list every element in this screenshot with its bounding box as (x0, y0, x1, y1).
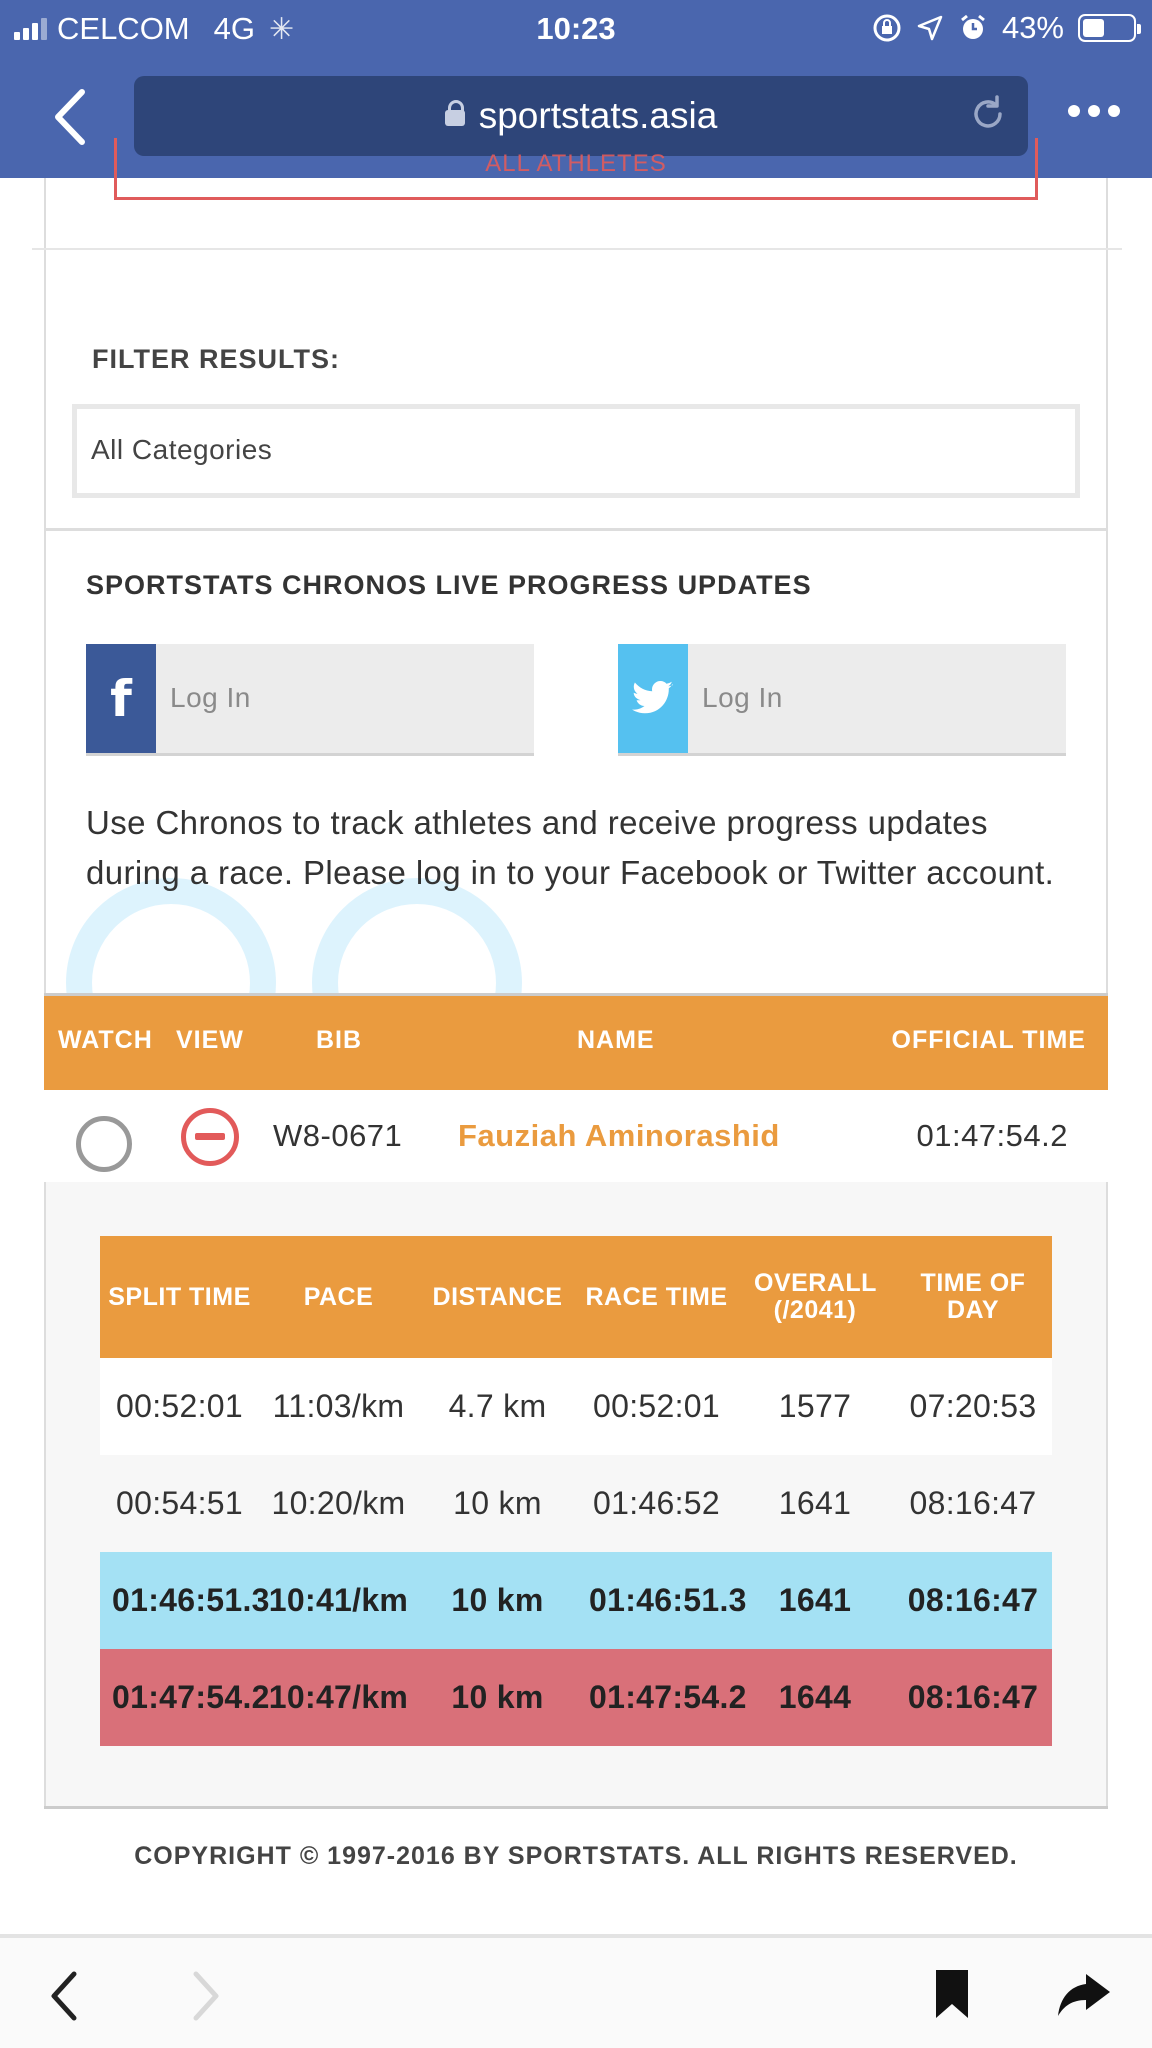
status-right (872, 10, 1136, 46)
divider (32, 248, 1122, 250)
battery-icon (1078, 14, 1136, 42)
split-col-pace: PACE (259, 1236, 418, 1358)
split-cell: 1641 (736, 1455, 894, 1552)
chronos-description: Use Chronos to track athletes and receive progress updates during a race. Please log in to your Facebook or Twitter account. (86, 804, 1055, 891)
split-header-row (100, 1236, 1052, 1358)
category-filter-value: All Categories (91, 434, 273, 465)
result-row (44, 1090, 1108, 1182)
split-cell: 01:47:54.2 (100, 1649, 259, 1746)
url-text: sportstats.asia (478, 95, 718, 136)
loading-spinner-icon: ✳ (269, 12, 295, 46)
split-cell: 01:46:52 (577, 1455, 736, 1552)
all-athletes-button[interactable] (114, 138, 1038, 200)
location-arrow-icon (916, 14, 944, 42)
split-cell: 1641 (736, 1552, 894, 1649)
split-cell: 07:20:53 (894, 1358, 1052, 1455)
split-cell: 00:54:51 (100, 1455, 259, 1552)
split-cell: 08:16:47 (894, 1649, 1052, 1746)
browser-back-icon[interactable] (50, 88, 90, 146)
facebook-login-label: Log In (170, 682, 251, 713)
split-col-race-time: RACE TIME (577, 1236, 736, 1358)
all-athletes-label: ALL ATHLETES (485, 150, 667, 177)
split-row (100, 1455, 1052, 1552)
split-row-final (100, 1649, 1052, 1746)
split-row-highlighted (100, 1552, 1052, 1649)
page-content (0, 150, 1152, 1936)
athlete-name-link[interactable]: Fauziah Aminorashid (458, 1118, 780, 1153)
orientation-lock-icon (872, 13, 902, 43)
split-cell: 01:47:54.2 (577, 1649, 736, 1746)
carrier-name: CELCOM (57, 11, 190, 46)
battery-percent: 43% (1001, 10, 1064, 45)
split-cell: 01:46:51.3 (577, 1552, 736, 1649)
bookmark-icon[interactable] (934, 1968, 970, 2020)
result-official-time: 01:47:54.2 (916, 1118, 1068, 1153)
split-cell: 10 km (418, 1455, 577, 1552)
browser-toolbar (0, 1936, 1152, 2048)
divider (44, 1806, 1108, 1809)
split-cell: 08:16:47 (894, 1552, 1052, 1649)
split-col-distance: DISTANCE (418, 1236, 577, 1358)
split-cell: 1644 (736, 1649, 894, 1746)
chronos-title: SPORTSTATS CHRONOS LIVE PROGRESS UPDATES (86, 570, 812, 600)
split-table (100, 1236, 1052, 1746)
twitter-login-button[interactable] (618, 644, 1066, 756)
divider (44, 528, 1108, 531)
col-view: VIEW (176, 1026, 244, 1054)
more-options-icon[interactable] (1068, 105, 1120, 117)
result-bib: W8-0671 (273, 1118, 403, 1153)
split-cell: 11:03/km (259, 1358, 418, 1455)
collapse-details-icon[interactable] (181, 1108, 239, 1166)
results-header (44, 996, 1108, 1090)
status-time: 10:23 (536, 11, 616, 46)
share-arrow-icon[interactable] (1056, 1970, 1112, 2020)
split-cell: 10:47/km (259, 1649, 418, 1746)
url-display[interactable] (134, 95, 1028, 137)
split-cell: 10 km (418, 1552, 577, 1649)
split-cell: 00:52:01 (100, 1358, 259, 1455)
split-cell: 10:20/km (259, 1455, 418, 1552)
split-row (100, 1358, 1052, 1455)
twitter-bird-icon (618, 644, 688, 753)
filter-title: FILTER RESULTS: (92, 344, 340, 374)
split-cell: 10 km (418, 1649, 577, 1746)
col-watch: WATCH (58, 1026, 153, 1054)
split-cell: 08:16:47 (894, 1455, 1052, 1552)
facebook-icon: f (86, 644, 156, 753)
split-cell: 4.7 km (418, 1358, 577, 1455)
lock-icon (445, 110, 465, 126)
category-filter-select[interactable] (72, 404, 1080, 498)
col-bib: BIB (316, 1026, 363, 1054)
split-cell: 00:52:01 (577, 1358, 736, 1455)
split-cell: 10:41/km (259, 1552, 418, 1649)
alarm-icon (958, 13, 988, 43)
split-col-split-time: SPLIT TIME (100, 1236, 259, 1358)
facebook-login-button[interactable] (86, 644, 534, 756)
split-cell: 1577 (736, 1358, 894, 1455)
split-cell: 01:46:51.3 (100, 1552, 259, 1649)
nav-back-icon[interactable] (44, 1968, 84, 2024)
network-type: 4G (213, 11, 255, 46)
split-col-overall: OVERALL (/2041) (736, 1236, 894, 1358)
copyright-text: COPYRIGHT © 1997-2016 BY SPORTSTATS. ALL RIGHTS RESERVED. (134, 1842, 1018, 1870)
split-col-time-of-day: TIME OF DAY (894, 1236, 1052, 1358)
nav-forward-icon (186, 1968, 226, 2024)
status-bar (0, 0, 1152, 58)
twitter-login-label: Log In (702, 682, 783, 713)
watch-radio[interactable] (76, 1116, 132, 1172)
col-name: NAME (577, 1026, 655, 1054)
reload-icon[interactable] (966, 92, 1010, 136)
col-official-time: OFFICIAL TIME (891, 1026, 1086, 1054)
